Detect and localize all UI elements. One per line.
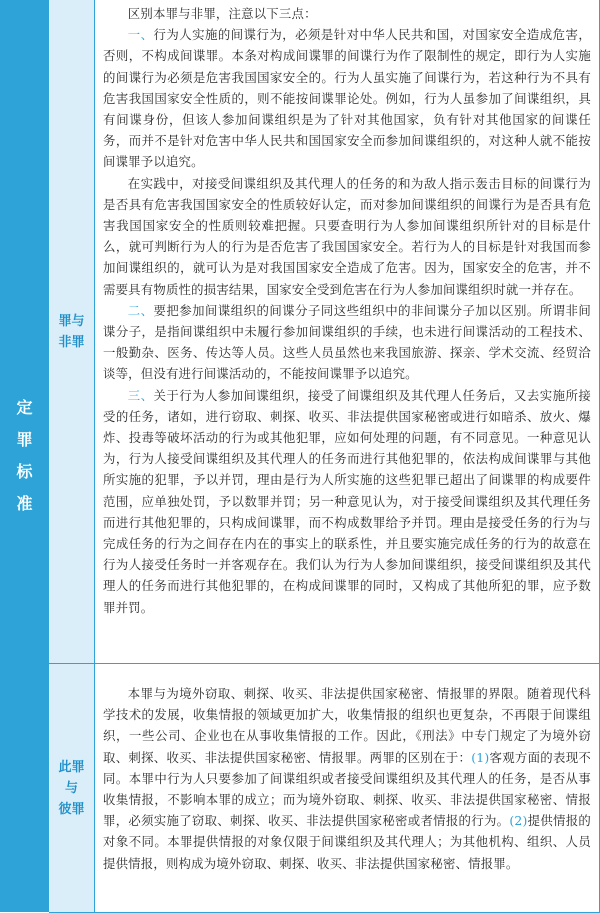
section-label-crime-vs-noncrime: [49, 0, 95, 663]
marker-2: (2): [509, 813, 528, 829]
section2-text-a: 本罪与为境外窃取、刺探、收买、非法提供国家秘密、情报罪的界限。随着现代科学技术的发展，收集情报的领域更加扩大，收集情报的组织也更复杂，不再限于间谍组织，一些公司、企业也在从事收集情报的工作。因此，《刑法》中专门规定了为境外窃取、刺探、收买、非法提供国家秘密、情报罪。两罪的区别在于：: [103, 686, 591, 765]
section1-label-line1: 罪与: [58, 313, 85, 329]
point-1-text: 行为人实施的间谍行为，必须是针对中华人民共和国，对国家安全造成危害，否则，不构成间谍罪。本条对构成间谍罪的间谍行为作了限制性的规定，即行为人实施的间谍行为必须是危害我国国家安全的。行为人虽实施了间谍行为，若这种行为不具有危害我国国家安全性质的，则不能按间谍罪论处。例如，行为人虽参加了间谍组织，具有间谍身份，但该人参加间谍组织是为了针对其他国家，负有针对其他国家的间谍任务，而并不是针对危害中华人民共和国国家安全而参加间谍组织的，对这种人就不能按间谍罪予以追究。: [103, 27, 591, 170]
section1-point-3: [103, 385, 591, 618]
section2-label-line3: 彼罪: [58, 801, 85, 817]
section2-paragraph: [103, 683, 591, 874]
point-3-marker: 三、: [127, 387, 154, 403]
section1-label-line2: 非罪: [58, 334, 85, 350]
category-char-2: 罪: [16, 430, 33, 449]
category-char-4: 准: [16, 494, 33, 513]
section2-content: [103, 683, 591, 874]
section-label-this-vs-other-crime: [49, 664, 95, 912]
section2-label-line2: 与: [64, 780, 78, 796]
point-2-text: 要把参加间谍组织的间谍分子同这些组织中的非间谍分子加以区别。所谓非间谍分子，是指间谍组织中未履行参加间谍组织的手续，也未进行间谍活动的工程技术、一般勤杂、医务、传达等人员。这些人员虽然也来我国旅游、探亲、学术交流、经贸洽谈等，但没有进行间谍活动的，不能按间谍罪予以追究。: [103, 302, 591, 382]
section1-content: [103, 3, 591, 618]
category-char-1: 定: [16, 398, 33, 417]
section2-label-line1: 此罪: [58, 759, 85, 775]
category-label-column: [0, 0, 49, 912]
section2-text-c: 提供情报的对象不同。本罪提供情报的对象仅限于间谍组织及其代理人；为其他机构、组织、人员提供情报，则构成为境外窃取、刺探、收买、非法提供国家秘密、情报罪。: [103, 813, 592, 871]
section1-point-1: [103, 24, 591, 172]
section1-intro: 区别本罪与非罪，注意以下三点：: [127, 6, 317, 21]
section1-point-2: [103, 300, 591, 385]
point-1-marker: 一、: [127, 27, 154, 43]
section1-paragraph-2: 在实践中，对接受间谍组织及其代理人的任务的和为敌人指示轰击目标的间谍行为是否具有危害我国国家安全的性质较好认定，而对参加间谍组织的间谍行为是否具有危害我国国家安全的性质则较难把握。只要查明行为人参加间谍组织所针对的目标是什么，就可判断行为人的行为是否危害了我国国家安全。若行为人的目标是针对我国而参加间谍组织的，就可认为是对我国国家安全造成了危害。因为，国家安全的危害，并不需要具有物质性的损害结果，国家安全受到危害在行为人参加间谍组织时就一并存在。: [103, 175, 591, 297]
marker-1: (1): [471, 749, 490, 765]
section-divider: [49, 663, 600, 664]
point-3-text: 关于行为人参加间谍组织，接受了间谍组织及其代理人任务后，又去实施所接受的任务，诸如，进行窃取、刺探、收买、非法提供国家秘密或进行如暗杀、放火、爆炸、投毒等破坏活动的行为或其他犯罪，应如何处理的问题，有不同意见。一种意见认为，行为人接受间谍组织及其代理人的任务而进行其他犯罪的，依法构成间谍罪与其他所实施的犯罪，予以并罚，理由是行为人所实施的这些犯罪已超出了间谍罪的构成要件范围，应单独处罚，予以数罪并罚；另一种意见认为，对于接受间谍组织及其代理任务而进行其他犯罪的，只构成间谍罪，而不构成数罪给予并罚。理由是接受任务的行为与完成任务的行为之间存在内在的事实上的联系性，并且要实施完成任务的行为的故意在行为人接受任务时一并客观存在。我们认为行为人参加间谍组织，接受间谍组织及其代理人的任务而进行其他犯罪的，在构成间谍罪的同时，又构成了其他所犯的罪，应予数罪并罚。: [103, 387, 591, 615]
point-2-marker: 二、: [127, 302, 154, 318]
category-char-3: 标: [16, 462, 33, 481]
section2-text-b: 客观方面的表现不同。本罪中行为人只要参加了间谍组织或者接受间谍组织及其代理人的任务，是否从事收集情报，不影响本罪的成立；而为境外窃取、刺探、收买、非法提供国家秘密、情报罪，必须实施了窃取、刺探、收买、非法提供国家秘密或者情报的行为。: [103, 749, 591, 829]
